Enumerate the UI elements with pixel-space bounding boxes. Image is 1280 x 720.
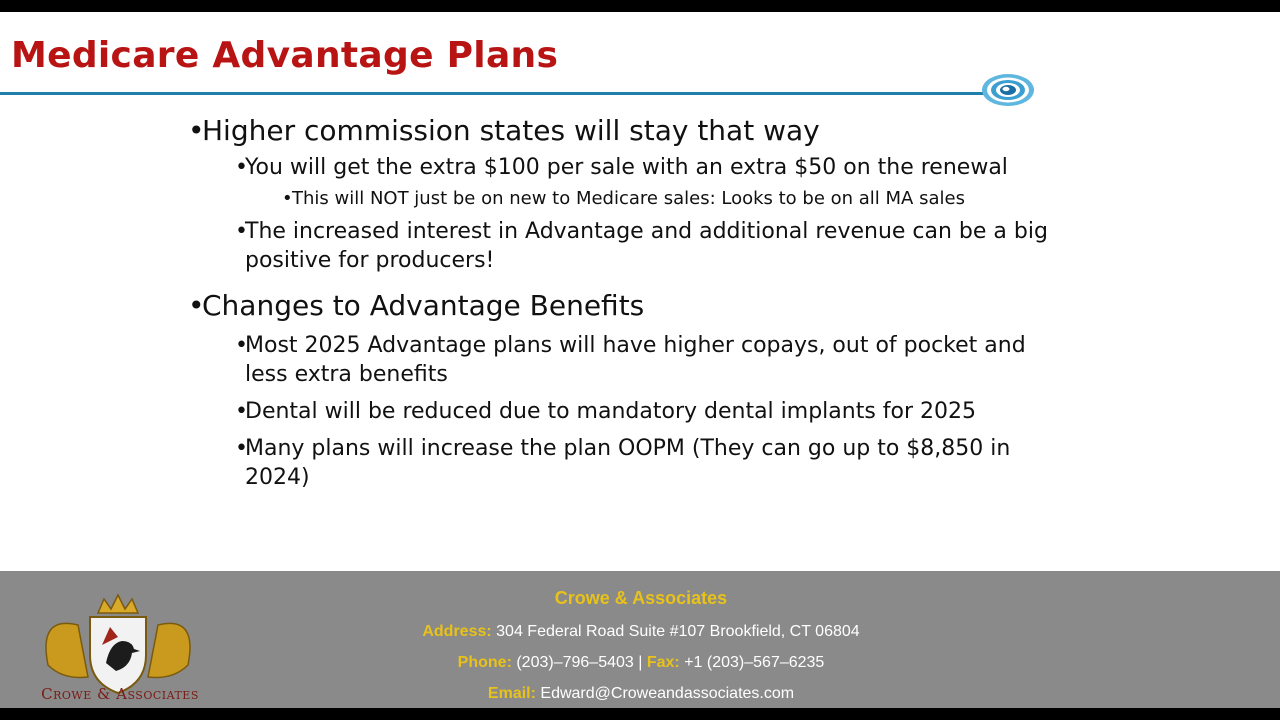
logo-text: Crowe & Associates <box>41 685 199 703</box>
fax-label: Fax: <box>646 654 680 671</box>
company-name: Crowe & Associates <box>554 588 728 608</box>
email-label: Email: <box>487 685 536 702</box>
slide-title: Medicare Advantage Plans <box>11 35 559 76</box>
bullet-item: • This will NOT just be on new to Medicare sales: Looks to be on all MA sales <box>282 188 965 209</box>
bullet-item: • Most 2025 Advantage plans will have higher copays, out of pocket and less extra benefits <box>235 333 1026 387</box>
blue-swirl-icon <box>979 70 1037 110</box>
bullet-item: • The increased interest in Advantage and additional revenue can be a big positive for producers! <box>235 219 1048 273</box>
fax-value: +1 (203)–567–6235 <box>684 654 825 671</box>
address-value: 304 Federal Road Suite #107 Brookfield, CT 06804 <box>496 623 860 640</box>
address-line <box>0 623 1280 641</box>
email-line <box>0 685 1280 703</box>
bullet-item: • Higher commission states will stay that way <box>188 114 820 147</box>
title-rule <box>0 92 1000 95</box>
bullet-list <box>188 114 1068 492</box>
phone-value: (203)–796–5403 <box>516 654 634 671</box>
email-value: Edward@Croweandassociates.com <box>540 685 795 702</box>
separator: | <box>638 654 643 671</box>
bullet-item: • Changes to Advantage Benefits <box>188 289 645 322</box>
bullet-item: • Dental will be reduced due to mandatory dental implants for 2025 <box>235 399 977 424</box>
slide <box>0 12 1280 708</box>
phone-label: Phone: <box>457 654 512 671</box>
bullet-item: • Many plans will increase the plan OOPM (They can go up to $8,850 in 2024) <box>235 436 1011 490</box>
bullet-item: • You will get the extra $100 per sale with an extra $50 on the renewal <box>235 155 1008 180</box>
footer <box>0 571 1280 708</box>
address-label: Address: <box>422 623 492 640</box>
phone-line <box>0 654 1280 672</box>
